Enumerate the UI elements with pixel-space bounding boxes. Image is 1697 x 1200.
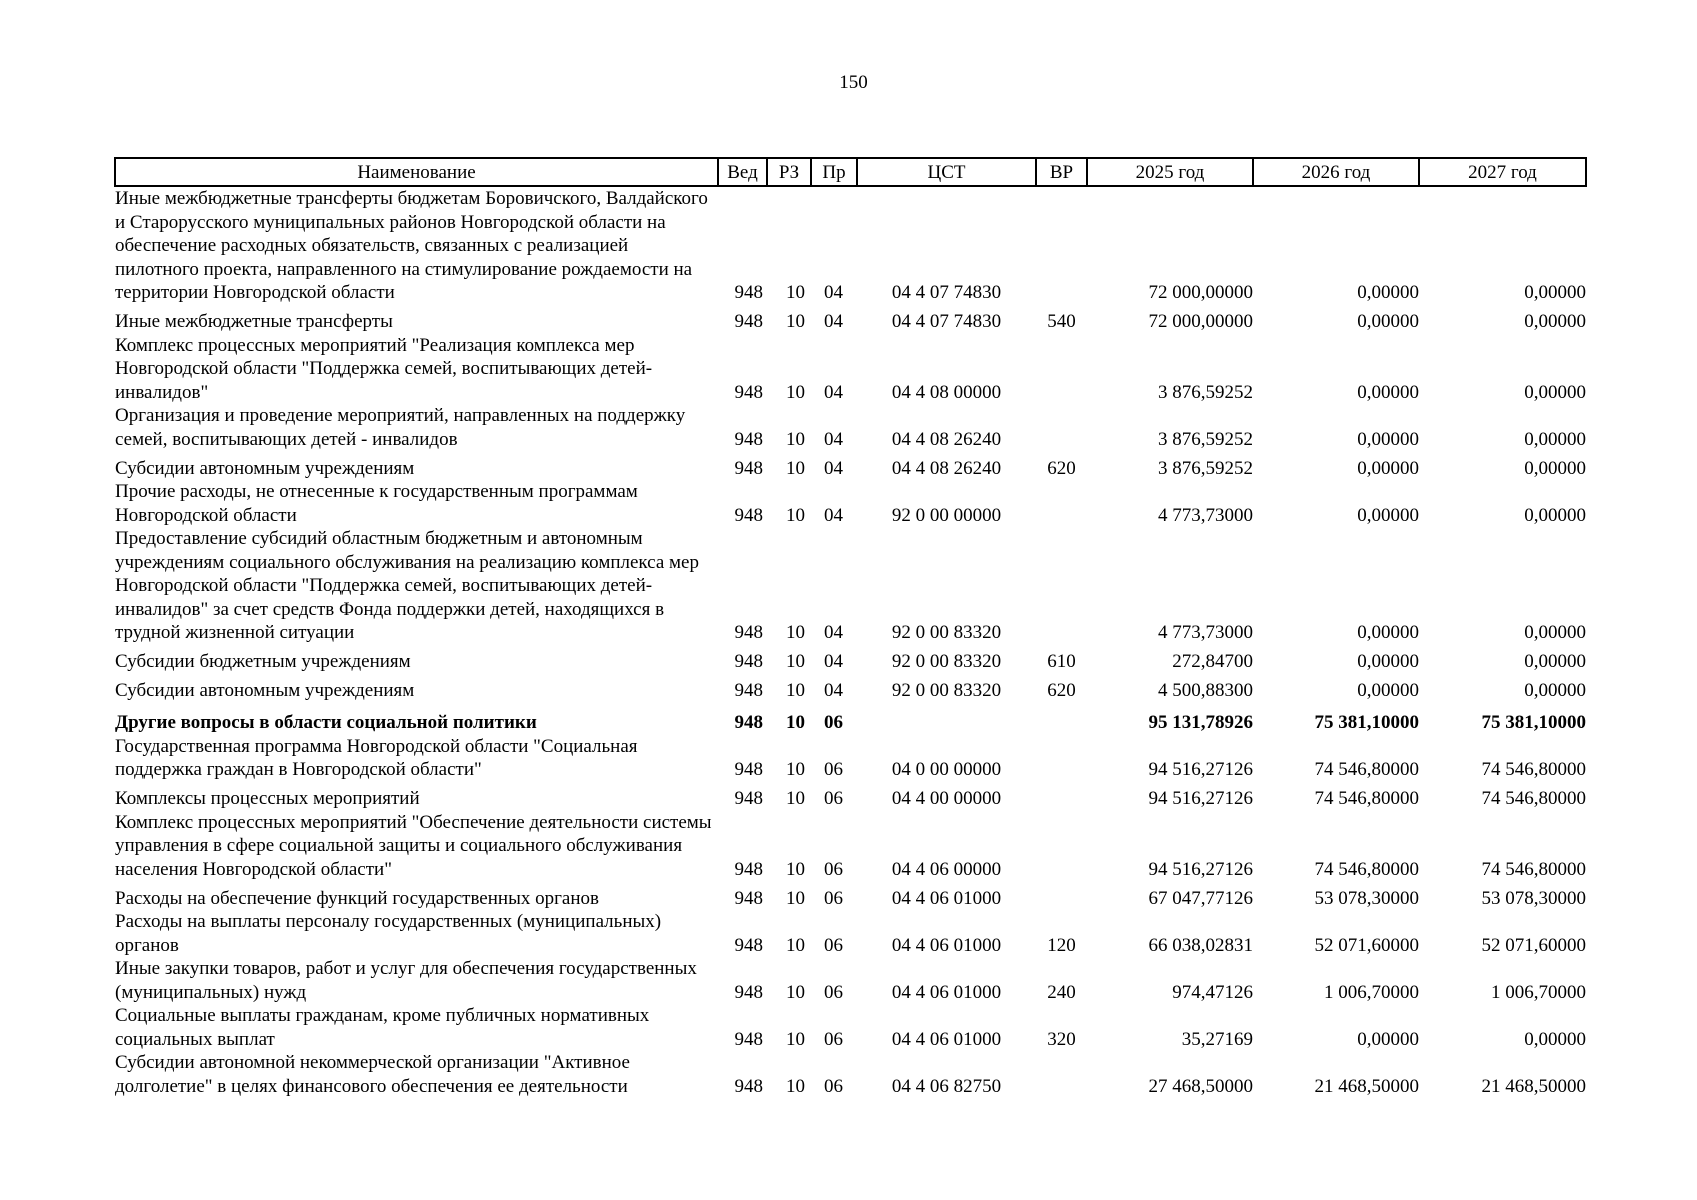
cell-ved: 948 bbox=[734, 858, 763, 880]
cell-cst: 04 4 06 82750 bbox=[891, 1075, 1002, 1097]
budget-table bbox=[114, 157, 1587, 1098]
cell-name: Иные межбюджетные трансферты бюджетам Боровичского, Валдайского и Старорусского муниципальных районов Новгородской области на обеспечение расходных обязательств, связанных с реализацией пилотного проекта, направленного на стимулирование рождаемости на территории Новгородской области bbox=[115, 188, 708, 303]
cell-vr bbox=[1036, 480, 1087, 527]
cell-vr bbox=[1036, 334, 1087, 405]
cell-vr: 540 bbox=[1047, 311, 1076, 332]
cell-pr: 06 bbox=[824, 1075, 843, 1097]
cell-2027: 21 468,50000 bbox=[1481, 1075, 1586, 1097]
cell-2025: 67 047,77126 bbox=[1148, 887, 1253, 909]
table-row bbox=[115, 404, 1586, 451]
cell-rz: 10 bbox=[786, 680, 805, 701]
cell-vr bbox=[1036, 1051, 1087, 1098]
cell-2025: 94 516,27126 bbox=[1148, 858, 1253, 880]
table-row bbox=[115, 881, 1586, 910]
cell-2027: 0,00000 bbox=[1524, 622, 1586, 643]
cell-rz: 10 bbox=[786, 1028, 805, 1050]
cell-vr bbox=[1036, 782, 1087, 811]
header-2026: 2026 год bbox=[1253, 158, 1419, 186]
cell-name: Субсидии бюджетным учреждениям bbox=[115, 651, 411, 672]
cell-2025: 27 468,50000 bbox=[1148, 1075, 1253, 1097]
cell-2026: 0,00000 bbox=[1357, 1028, 1419, 1050]
cell-cst: 92 0 00 00000 bbox=[891, 504, 1002, 526]
cell-vr bbox=[1036, 881, 1087, 910]
cell-ved: 948 bbox=[734, 311, 763, 332]
cell-name: Социальные выплаты гражданам, кроме публичных нормативных социальных выплат bbox=[115, 1005, 650, 1050]
cell-2025: 4 500,88300 bbox=[1158, 680, 1253, 701]
cell-2027: 0,00000 bbox=[1524, 1028, 1586, 1050]
cell-2025: 66 038,02831 bbox=[1148, 934, 1253, 956]
cell-cst: 04 4 08 26240 bbox=[891, 428, 1002, 450]
cell-pr: 06 bbox=[824, 759, 843, 780]
cell-vr: 120 bbox=[1047, 934, 1076, 956]
cell-name: Субсидии автономным учреждениям bbox=[115, 680, 415, 701]
cell-2025: 4 773,73000 bbox=[1158, 504, 1253, 526]
cell-name: Расходы на выплаты персоналу государственных (муниципальных) органов bbox=[115, 911, 662, 956]
cell-pr: 04 bbox=[824, 622, 843, 643]
cell-rz: 10 bbox=[786, 788, 805, 809]
cell-cst: 92 0 00 83320 bbox=[891, 651, 1002, 672]
table-row bbox=[115, 186, 1586, 305]
table-row bbox=[115, 527, 1586, 645]
cell-cst: 92 0 00 83320 bbox=[891, 622, 1002, 643]
cell-2026: 53 078,30000 bbox=[1314, 887, 1419, 909]
cell-2027: 52 071,60000 bbox=[1481, 934, 1586, 956]
cell-name: Комплексы процессных мероприятий bbox=[115, 788, 420, 809]
cell-pr: 04 bbox=[824, 680, 843, 701]
cell-2027: 74 546,80000 bbox=[1481, 858, 1586, 880]
cell-name: Комплекс процессных мероприятий "Обеспечение деятельности системы управления в сфере социальной защиты и социального обслуживания населения Новгородской области" bbox=[115, 811, 712, 880]
cell-vr bbox=[1036, 811, 1087, 882]
cell-2026: 74 546,80000 bbox=[1314, 759, 1419, 780]
cell-2026: 0,00000 bbox=[1357, 457, 1419, 479]
cell-rz: 10 bbox=[786, 381, 805, 403]
table-row bbox=[115, 1004, 1586, 1051]
cell-pr: 06 bbox=[824, 858, 843, 880]
cell-cst: 04 0 00 00000 bbox=[891, 759, 1002, 780]
cell-name: Расходы на обеспечение функций государственных органов bbox=[115, 887, 599, 909]
cell-vr bbox=[1036, 186, 1087, 305]
cell-pr: 04 bbox=[824, 457, 843, 479]
cell-name: Иные закупки товаров, работ и услуг для обеспечения государственных (муниципальных) нужд bbox=[115, 958, 697, 1003]
cell-rz: 10 bbox=[786, 759, 805, 780]
cell-ved: 948 bbox=[734, 504, 763, 526]
cell-ved: 948 bbox=[734, 680, 763, 701]
cell-2025: 94 516,27126 bbox=[1148, 788, 1253, 809]
table-row bbox=[115, 334, 1586, 405]
cell-pr: 06 bbox=[824, 788, 843, 809]
cell-pr: 06 bbox=[824, 887, 843, 909]
cell-pr: 04 bbox=[824, 651, 843, 672]
cell-2025: 4 773,73000 bbox=[1158, 622, 1253, 643]
cell-2027: 0,00000 bbox=[1524, 680, 1586, 701]
cell-ved: 948 bbox=[734, 788, 763, 809]
cell-2026: 52 071,60000 bbox=[1314, 934, 1419, 956]
cell-2025: 35,27169 bbox=[1181, 1028, 1253, 1050]
cell-2026: 74 546,80000 bbox=[1314, 858, 1419, 880]
cell-vr: 620 bbox=[1047, 457, 1076, 479]
cell-ved: 948 bbox=[734, 934, 763, 956]
cell-2025: 95 131,78926 bbox=[1148, 712, 1253, 733]
cell-rz: 10 bbox=[786, 887, 805, 909]
cell-ved: 948 bbox=[734, 887, 763, 909]
table-row bbox=[115, 480, 1586, 527]
header-2027: 2027 год bbox=[1419, 158, 1586, 186]
header-pr: Пр bbox=[811, 158, 857, 186]
cell-vr: 320 bbox=[1047, 1028, 1076, 1050]
cell-rz: 10 bbox=[786, 428, 805, 450]
cell-rz: 10 bbox=[786, 712, 805, 733]
cell-vr bbox=[1036, 404, 1087, 451]
cell-cst: 04 4 07 74830 bbox=[891, 282, 1002, 303]
table-row bbox=[115, 910, 1586, 957]
header-name: Наименование bbox=[115, 158, 718, 186]
cell-cst: 92 0 00 83320 bbox=[891, 680, 1002, 701]
cell-rz: 10 bbox=[786, 457, 805, 479]
cell-name: Прочие расходы, не отнесенные к государственным программам Новгородской области bbox=[115, 481, 638, 526]
table-row bbox=[115, 305, 1586, 334]
page-number: 150 bbox=[839, 72, 868, 93]
cell-vr bbox=[1036, 735, 1087, 782]
cell-rz: 10 bbox=[786, 651, 805, 672]
cell-pr: 06 bbox=[824, 1028, 843, 1050]
cell-2026: 0,00000 bbox=[1357, 311, 1419, 332]
cell-2025: 272,84700 bbox=[1172, 651, 1253, 672]
cell-cst: 04 4 00 00000 bbox=[891, 788, 1002, 809]
cell-ved: 948 bbox=[734, 651, 763, 672]
cell-ved: 948 bbox=[734, 1028, 763, 1050]
cell-2026: 0,00000 bbox=[1357, 622, 1419, 643]
cell-name: Иные межбюджетные трансферты bbox=[115, 311, 393, 332]
header-ved: Вед bbox=[718, 158, 767, 186]
cell-2027: 0,00000 bbox=[1524, 504, 1586, 526]
cell-2025: 72 000,00000 bbox=[1148, 282, 1253, 303]
header-cst: ЦСТ bbox=[857, 158, 1036, 186]
cell-rz: 10 bbox=[786, 622, 805, 643]
cell-cst: 04 4 06 01000 bbox=[891, 981, 1002, 1003]
cell-2026: 0,00000 bbox=[1357, 381, 1419, 403]
cell-pr: 04 bbox=[824, 311, 843, 332]
cell-cst: 04 4 08 00000 bbox=[891, 381, 1002, 403]
cell-pr: 04 bbox=[824, 504, 843, 526]
cell-pr: 06 bbox=[824, 712, 843, 733]
cell-2025: 3 876,59252 bbox=[1158, 457, 1253, 479]
cell-rz: 10 bbox=[786, 981, 805, 1003]
cell-name: Субсидии автономной некоммерческой организации "Активное долголетие" в целях финансового обеспечения ее деятельности bbox=[115, 1052, 630, 1097]
table-row bbox=[115, 1051, 1586, 1098]
cell-rz: 10 bbox=[786, 858, 805, 880]
cell-2027: 75 381,10000 bbox=[1481, 712, 1586, 733]
cell-2027: 74 546,80000 bbox=[1481, 788, 1586, 809]
table-row bbox=[115, 735, 1586, 782]
cell-cst: 04 4 08 26240 bbox=[891, 457, 1002, 479]
table-row bbox=[115, 782, 1586, 811]
cell-cst: 04 4 06 01000 bbox=[891, 1028, 1002, 1050]
cell-2027: 1 006,70000 bbox=[1491, 981, 1586, 1003]
cell-cst bbox=[857, 703, 1036, 735]
cell-pr: 04 bbox=[824, 282, 843, 303]
cell-rz: 10 bbox=[786, 1075, 805, 1097]
cell-2026: 0,00000 bbox=[1357, 428, 1419, 450]
cell-2025: 72 000,00000 bbox=[1148, 311, 1253, 332]
cell-ved: 948 bbox=[734, 759, 763, 780]
cell-name: Государственная программа Новгородской области "Социальная поддержка граждан в Новгородской области" bbox=[115, 735, 638, 780]
cell-rz: 10 bbox=[786, 282, 805, 303]
cell-2025: 3 876,59252 bbox=[1158, 428, 1253, 450]
table-body bbox=[115, 186, 1586, 1098]
cell-rz: 10 bbox=[786, 934, 805, 956]
cell-2026: 0,00000 bbox=[1357, 282, 1419, 303]
cell-cst: 04 4 06 01000 bbox=[891, 887, 1002, 909]
table-row bbox=[115, 451, 1586, 480]
cell-vr: 620 bbox=[1047, 680, 1076, 701]
cell-ved: 948 bbox=[734, 457, 763, 479]
cell-2026: 75 381,10000 bbox=[1314, 712, 1419, 733]
cell-cst: 04 4 07 74830 bbox=[891, 311, 1002, 332]
cell-pr: 06 bbox=[824, 981, 843, 1003]
cell-ved: 948 bbox=[734, 622, 763, 643]
table-row bbox=[115, 703, 1586, 735]
header-vr: ВР bbox=[1036, 158, 1087, 186]
cell-2027: 53 078,30000 bbox=[1481, 887, 1586, 909]
cell-2025: 3 876,59252 bbox=[1158, 381, 1253, 403]
cell-ved: 948 bbox=[734, 712, 763, 733]
cell-2025: 974,47126 bbox=[1172, 981, 1253, 1003]
table-row bbox=[115, 674, 1586, 703]
table-header bbox=[115, 158, 1586, 186]
table-row bbox=[115, 957, 1586, 1004]
cell-ved: 948 bbox=[734, 428, 763, 450]
cell-vr bbox=[1036, 703, 1087, 735]
cell-rz: 10 bbox=[786, 311, 805, 332]
cell-name: Другие вопросы в области социальной политики bbox=[115, 712, 537, 733]
cell-2027: 0,00000 bbox=[1524, 311, 1586, 332]
cell-2026: 74 546,80000 bbox=[1314, 788, 1419, 809]
cell-name: Комплекс процессных мероприятий "Реализация комплекса мер Новгородской области "Поддержка семей, воспитывающих детей-инвалидов" bbox=[115, 334, 653, 403]
header-2025: 2025 год bbox=[1087, 158, 1253, 186]
cell-vr: 240 bbox=[1047, 981, 1076, 1003]
cell-2026: 0,00000 bbox=[1357, 504, 1419, 526]
header-rz: РЗ bbox=[767, 158, 811, 186]
cell-cst: 04 4 06 00000 bbox=[891, 858, 1002, 880]
cell-2027: 0,00000 bbox=[1524, 282, 1586, 303]
cell-2027: 74 546,80000 bbox=[1481, 759, 1586, 780]
cell-name: Организация и проведение мероприятий, направленных на поддержку семей, воспитывающих детей - инвалидов bbox=[115, 405, 686, 450]
cell-ved: 948 bbox=[734, 981, 763, 1003]
cell-2025: 94 516,27126 bbox=[1148, 759, 1253, 780]
cell-2026: 0,00000 bbox=[1357, 680, 1419, 701]
cell-2026: 21 468,50000 bbox=[1314, 1075, 1419, 1097]
cell-ved: 948 bbox=[734, 1075, 763, 1097]
cell-rz: 10 bbox=[786, 504, 805, 526]
cell-vr bbox=[1036, 527, 1087, 645]
cell-2027: 0,00000 bbox=[1524, 428, 1586, 450]
cell-2027: 0,00000 bbox=[1524, 381, 1586, 403]
cell-2026: 0,00000 bbox=[1357, 651, 1419, 672]
cell-name: Предоставление субсидий областным бюджетным и автономным учреждениям социального обслуживания на реализацию комплекса мер Новгородской области "Поддержка семей, воспитывающих детей-инвалидов" за счет средств Фонда поддержки детей, находящихся в трудной жизненной ситуации bbox=[115, 528, 699, 643]
cell-cst: 04 4 06 01000 bbox=[891, 934, 1002, 956]
cell-2026: 1 006,70000 bbox=[1324, 981, 1419, 1003]
cell-2027: 0,00000 bbox=[1524, 651, 1586, 672]
cell-pr: 04 bbox=[824, 428, 843, 450]
table-row bbox=[115, 811, 1586, 882]
table-row bbox=[115, 645, 1586, 674]
cell-vr: 610 bbox=[1047, 651, 1076, 672]
cell-name: Субсидии автономным учреждениям bbox=[115, 457, 415, 479]
cell-ved: 948 bbox=[734, 381, 763, 403]
cell-2027: 0,00000 bbox=[1524, 457, 1586, 479]
cell-pr: 04 bbox=[824, 381, 843, 403]
cell-ved: 948 bbox=[734, 282, 763, 303]
cell-pr: 06 bbox=[824, 934, 843, 956]
